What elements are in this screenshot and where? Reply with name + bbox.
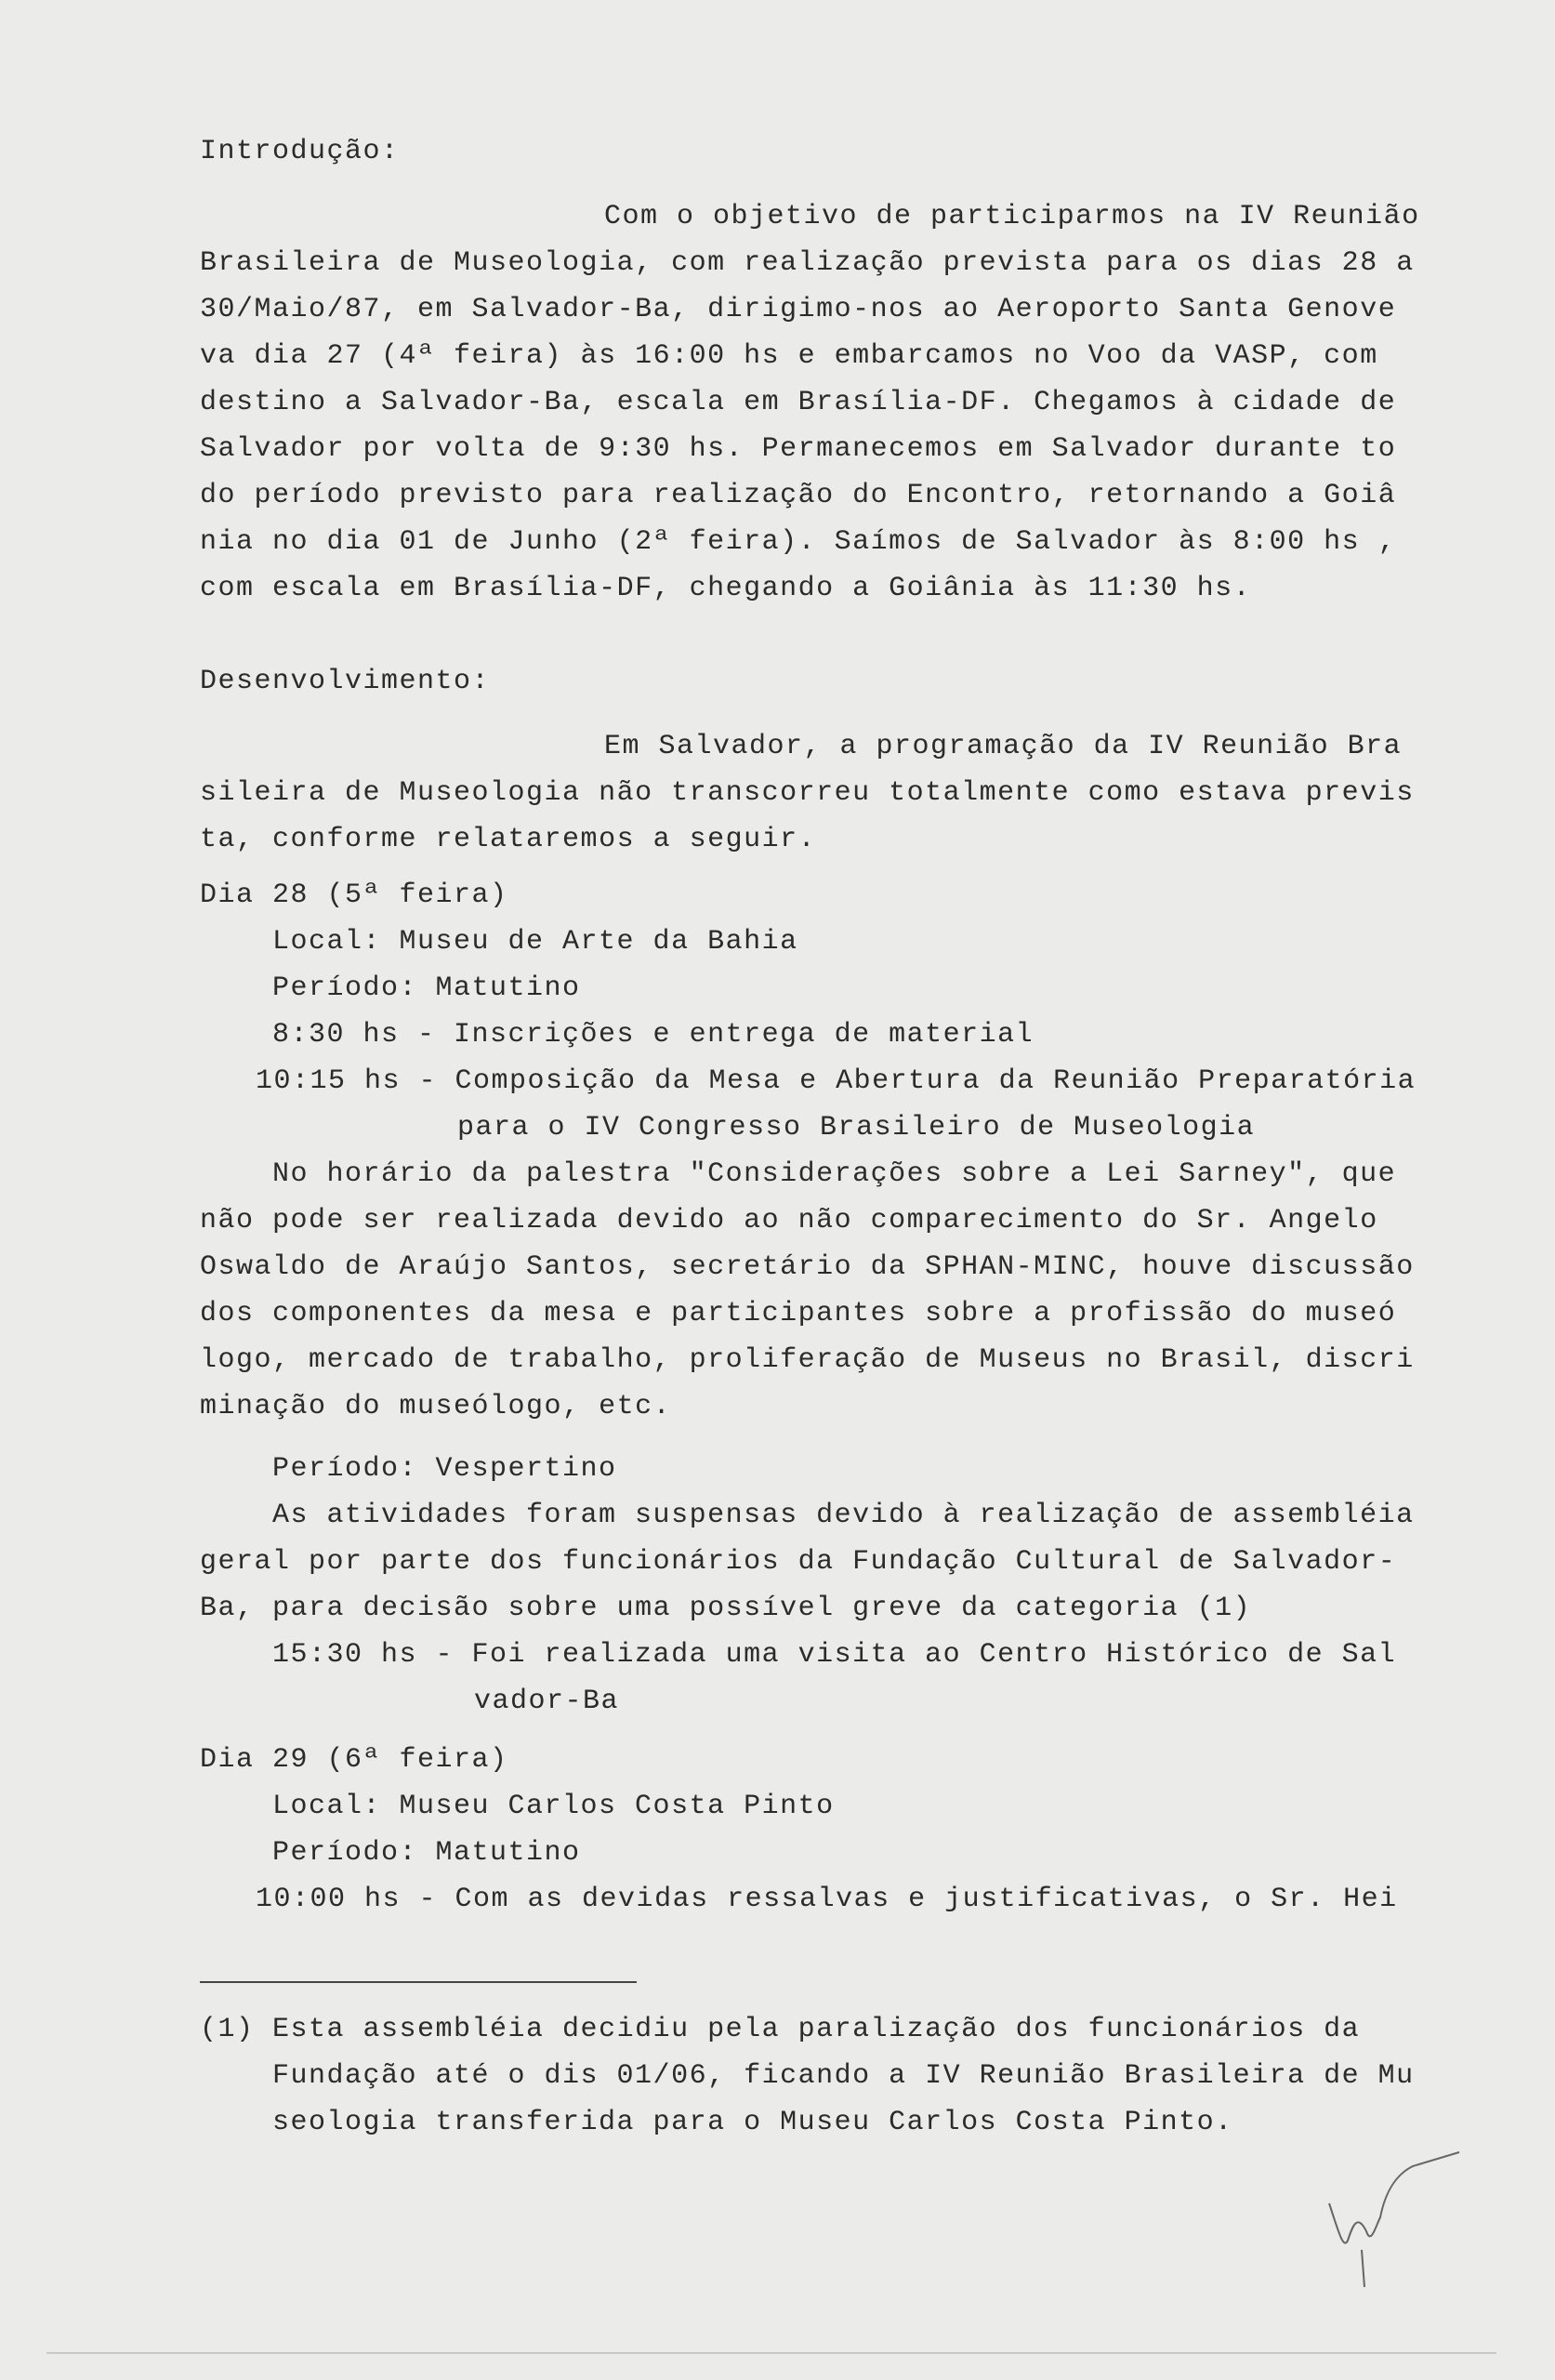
intro-line-4: va dia 27 (4ª feira) às 16:00 hs e embarcamos no Voo da VASP, com: [200, 340, 1378, 372]
day28-para-line-2: não pode ser realizada devido ao não comparecimento do Sr. Angelo: [200, 1205, 1378, 1236]
day29-title: Dia 29 (6ª feira): [200, 1744, 508, 1776]
intro-heading: Introdução:: [200, 136, 400, 167]
dev-line-3: ta, conforme relataremos a seguir.: [200, 824, 817, 855]
footnote-rule: [200, 1981, 637, 1983]
intro-line-8: nia no dia 01 de Junho (2ª feira). Saímos de Salvador às 8:00 hs ,: [200, 526, 1397, 558]
day28-para-line-1: No horário da palestra "Considerações sobre a Lei Sarney", que: [272, 1158, 1397, 1190]
page-bottom-edge: [46, 2352, 1496, 2354]
day28-item-3a: 15:30 hs - Foi realizada uma visita ao Centro Histórico de Sal: [272, 1639, 1397, 1671]
footnote-line-1: (1) Esta assembléia decidiu pela paralização dos funcionários da: [200, 2014, 1361, 2045]
day28-item-1: 8:30 hs - Inscrições e entrega de material: [272, 1019, 1034, 1051]
dev-line-2: sileira de Museologia não transcorreu totalmente como estava previs: [200, 777, 1415, 809]
dev-heading: Desenvolvimento:: [200, 666, 491, 697]
day28-para-line-4: dos componentes da mesa e participantes sobre a profissão do museó: [200, 1298, 1397, 1329]
day28-title: Dia 28 (5ª feira): [200, 879, 508, 911]
day28-item-3b: vador-Ba: [474, 1686, 620, 1717]
intro-line-3: 30/Maio/87, em Salvador-Ba, dirigimo-nos ao Aeroporto Santa Genove: [200, 294, 1397, 325]
intro-line-2: Brasileira de Museologia, com realização prevista para os dias 28 a: [200, 247, 1415, 279]
intro-line-6: Salvador por volta de 9:30 hs. Permanecemos em Salvador durante to: [200, 433, 1397, 465]
day28-periodo-matutino: Período: Matutino: [272, 972, 581, 1004]
intro-line-1: Com o objetivo de participarmos na IV Reunião: [604, 201, 1420, 232]
footnote-line-3: seologia transferida para o Museu Carlos Costa Pinto.: [272, 2107, 1233, 2138]
day29-periodo-matutino: Período: Matutino: [272, 1837, 581, 1869]
day28-vesp-line-2: geral por parte dos funcionários da Fundação Cultural de Salvador-: [200, 1546, 1397, 1578]
day29-item-1: 10:00 hs - Com as devidas ressalvas e justificativas, o Sr. Hei: [256, 1884, 1398, 1915]
intro-line-5: destino a Salvador-Ba, escala em Brasília-DF. Chegamos à cidade de: [200, 387, 1397, 418]
day28-para-line-3: Oswaldo de Araújo Santos, secretário da SPHAN-MINC, houve discussão: [200, 1251, 1415, 1283]
day28-vesp-line-1: As atividades foram suspensas devido à realização de assembléia: [272, 1500, 1415, 1531]
day28-item-2a: 10:15 hs - Composição da Mesa e Abertura da Reunião Preparatória: [256, 1065, 1417, 1097]
intro-line-9: com escala em Brasília-DF, chegando a Goiânia às 11:30 hs.: [200, 573, 1252, 604]
day28-local: Local: Museu de Arte da Bahia: [272, 926, 798, 958]
intro-line-7: do período previsto para realização do Encontro, retornando a Goiâ: [200, 480, 1397, 511]
day28-vesp-line-3: Ba, para decisão sobre uma possível greve da categoria (1): [200, 1593, 1252, 1624]
day28-para-line-5: logo, mercado de trabalho, proliferação de Museus no Brasil, discri: [200, 1344, 1415, 1376]
day28-para-line-6: minação do museólogo, etc.: [200, 1391, 672, 1422]
dev-line-1: Em Salvador, a programação da IV Reunião Bra: [604, 731, 1403, 762]
day28-periodo-vespertino: Período: Vespertino: [272, 1453, 617, 1485]
footnote-line-2: Fundação até o dis 01/06, ficando a IV Reunião Brasileira de Mu: [272, 2060, 1415, 2092]
day28-item-2b: para o IV Congresso Brasileiro de Museologia: [457, 1112, 1256, 1144]
day29-local: Local: Museu Carlos Costa Pinto: [272, 1791, 835, 1822]
handwritten-signature: [1320, 2138, 1506, 2324]
